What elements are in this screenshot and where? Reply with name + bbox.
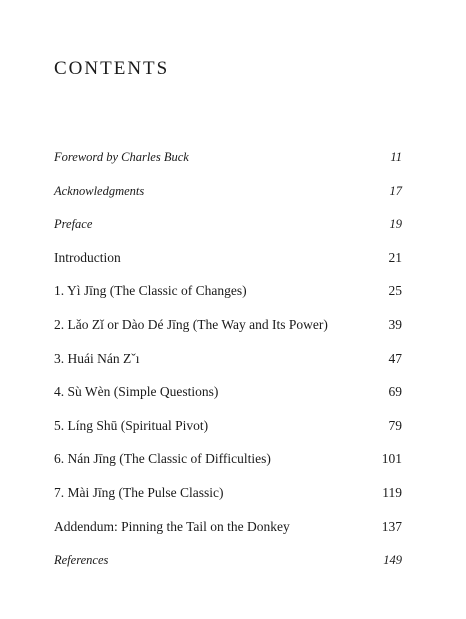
toc-entry-label: Foreword by Charles Buck <box>54 150 189 164</box>
toc-entry-label: References <box>54 553 109 568</box>
toc-entry <box>54 249 402 283</box>
toc-entry-page: 137 <box>381 518 402 534</box>
toc-entry-label: Acknowledgments <box>54 183 145 198</box>
toc-entry-page: 19 <box>389 217 402 232</box>
toc-entry-label: 7. Mài Jīng (The Pulse Classic) <box>54 484 224 500</box>
table-of-contents <box>54 148 402 585</box>
toc-entry-page: 69 <box>388 384 402 400</box>
toc-entry-page: 25 <box>388 283 402 299</box>
toc-entry <box>54 383 402 417</box>
toc-entry <box>54 350 402 384</box>
toc-entry <box>54 417 402 451</box>
toc-entry <box>54 484 402 518</box>
toc-entry-page: 17 <box>389 183 402 198</box>
toc-entry-label: 5. Líng Shū (Spiritual Pivot) <box>54 417 209 433</box>
toc-entry-page: 47 <box>388 350 402 366</box>
toc-entry <box>54 316 402 350</box>
toc-entry <box>54 551 402 585</box>
toc-entry-label: Introduction <box>54 249 121 265</box>
toc-entry <box>54 450 402 484</box>
toc-entry-page: 11 <box>390 150 402 164</box>
toc-entry-page: 149 <box>383 553 402 568</box>
toc-entry <box>54 182 402 216</box>
toc-entry-label: 4. Sù Wèn (Simple Questions) <box>54 384 219 400</box>
toc-entry-label: 1. Yì Jīng (The Classic of Changes) <box>54 283 247 299</box>
toc-entry <box>54 518 402 552</box>
toc-entry-page: 119 <box>382 484 402 500</box>
toc-entry <box>54 282 402 316</box>
toc-entry-page: 39 <box>388 316 402 332</box>
toc-entry-label: Preface <box>54 217 93 232</box>
page-title: CONTENTS <box>54 58 170 79</box>
toc-entry-page: 101 <box>381 451 402 467</box>
toc-entry-label: 3. Huái Nán Zˇı <box>54 350 140 366</box>
toc-entry-label: 6. Nán Jīng (The Classic of Difficulties) <box>54 451 271 467</box>
toc-entry-page: 21 <box>388 249 402 265</box>
toc-entry-label: 2. Lǎo Zǐ or Dào Dé Jīng (The Way and Its Power) <box>54 316 328 332</box>
toc-entry-label: Addendum: Pinning the Tail on the Donkey <box>54 518 290 534</box>
toc-entry <box>54 215 402 249</box>
toc-entry-page: 79 <box>388 417 402 433</box>
toc-entry <box>54 148 402 182</box>
